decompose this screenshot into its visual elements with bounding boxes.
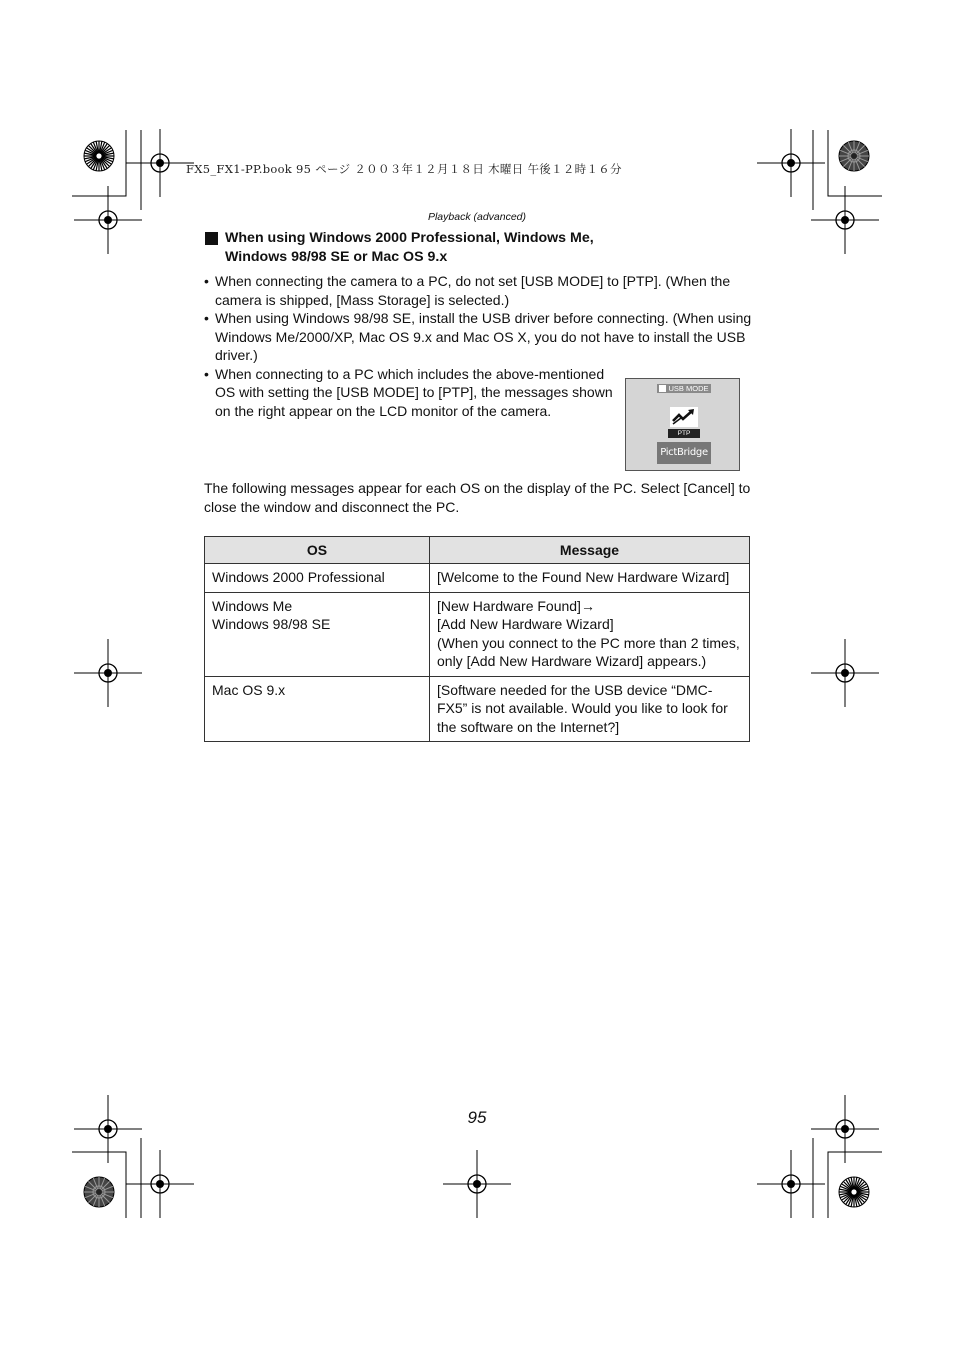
- bullet-item: [204, 309, 752, 365]
- table-header-row: [205, 537, 750, 564]
- lcd-screen-illustration: [625, 378, 740, 471]
- page-number: 95: [467, 1108, 487, 1127]
- col-header-message: Message: [430, 537, 750, 564]
- os-message-table: [204, 536, 750, 742]
- bullet-text: When using Windows 98/98 SE, install the USB driver before connecting. (When using Windows Me/2000/XP, Mac OS 9.x and Mac OS X, you do not have to install the USB driver.): [215, 310, 752, 363]
- bullet-mark: •: [204, 273, 209, 289]
- os-cell: Windows Me Windows 98/98 SE: [205, 592, 430, 676]
- usb-mode-text: USB MODE: [668, 384, 709, 393]
- section-title-line2: Windows 98/98 SE or Mac OS 9.x: [225, 249, 448, 265]
- bullet-item: [204, 365, 617, 421]
- section-square-icon: [205, 232, 218, 245]
- usb-mode-label: [657, 384, 711, 393]
- bullet-item: [204, 272, 752, 309]
- message-cell: [Welcome to the Found New Hardware Wizard]: [430, 564, 750, 593]
- message-cell: [Software needed for the USB device “DMC-FX5” is not available. Would you like to look for the software on the Internet?]: [430, 676, 750, 742]
- bullet-text: When connecting the camera to a PC, do not set [USB MODE] to [PTP]. (When the camera is shipped, [Mass Storage] is selected.): [215, 273, 731, 308]
- menu-tab-icon: [659, 385, 666, 392]
- ptp-printer-arrow-icon: [670, 407, 698, 427]
- table-row: [205, 592, 750, 676]
- section-title-line1: When using Windows 2000 Professional, Windows Me,: [225, 230, 594, 246]
- bullet-mark: •: [204, 310, 209, 326]
- os-cell: Mac OS 9.x: [205, 676, 430, 742]
- bullet-mark: •: [204, 365, 209, 382]
- table-row: [205, 676, 750, 742]
- os-cell: Windows 2000 Professional: [205, 564, 430, 593]
- ptp-label: PTP: [668, 429, 700, 438]
- pictbridge-logo: PictBridge: [657, 442, 711, 464]
- intro-paragraph: The following messages appear for each OS on the display of the PC. Select [Cancel] to close the window and disconnect the PC.: [204, 480, 751, 515]
- bullet-text: When connecting to a PC which includes the above-mentioned OS with setting the [USB MODE] to [PTP], the messages shown on the right appear on the LCD monitor of the camera.: [215, 365, 613, 419]
- message-cell: [New Hardware Found]→ [Add New Hardware Wizard] (When you connect to the PC more than 2 times, only [Add New Hardware Wizard] appears.): [430, 592, 750, 676]
- print-job-header: FX5_FX1-PP.book 95 ページ ２００３年１２月１８日 木曜日 午後１２時１６分: [186, 162, 622, 176]
- col-header-os: OS: [205, 537, 430, 564]
- section-heading: [205, 229, 765, 267]
- table-row: [205, 564, 750, 593]
- running-head: Playback (advanced): [427, 211, 527, 223]
